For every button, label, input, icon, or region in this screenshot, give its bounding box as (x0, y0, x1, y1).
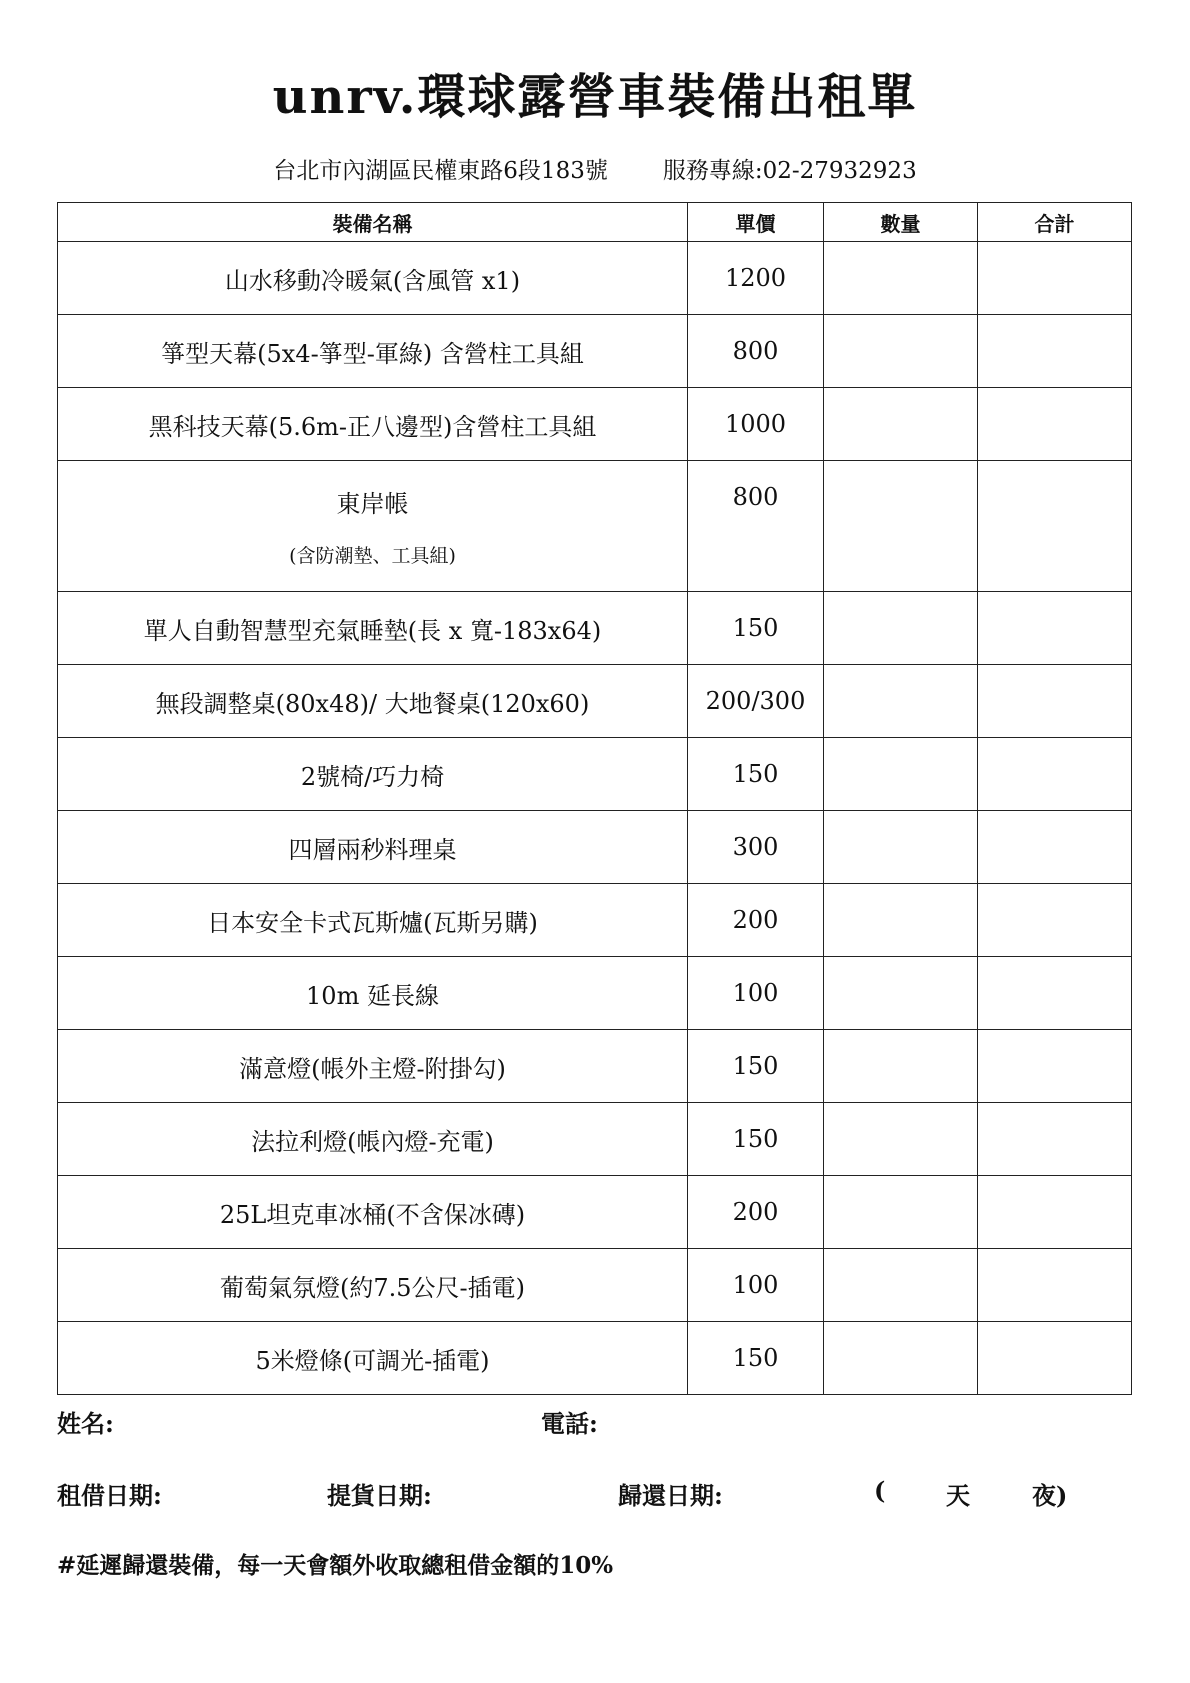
total-cell[interactable] (978, 884, 1132, 957)
item-name: 山水移動冷暖氣(含風管 x1) (224, 266, 521, 295)
table-row (58, 388, 1132, 461)
total-cell[interactable] (978, 592, 1132, 665)
item-name: 黑科技天幕(5.6m-正八邊型)含營柱工具組 (148, 412, 597, 441)
item-name-cell (58, 665, 688, 738)
quantity-cell[interactable] (824, 1030, 978, 1103)
total-cell[interactable] (978, 315, 1132, 388)
quantity-cell[interactable] (824, 592, 978, 665)
unit-price-cell: 200 (688, 1176, 824, 1249)
header-unit-price: 單價 (688, 203, 824, 242)
total-cell[interactable] (978, 665, 1132, 738)
table-header-row (58, 203, 1132, 242)
item-name-cell (58, 388, 688, 461)
table-row (58, 665, 1132, 738)
item-name-cell (58, 1176, 688, 1249)
total-cell[interactable] (978, 242, 1132, 315)
total-cell[interactable] (978, 1103, 1132, 1176)
item-name-cell (58, 957, 688, 1030)
total-cell[interactable] (978, 1322, 1132, 1395)
item-name-cell (58, 1249, 688, 1322)
phone-label: 電話: (541, 1409, 598, 1438)
unit-price-cell: 200/300 (688, 665, 824, 738)
total-cell[interactable] (978, 1249, 1132, 1322)
header-quantity: 數量 (824, 203, 978, 242)
item-name: 東岸帳 (336, 490, 409, 518)
unit-price-cell: 150 (688, 1030, 824, 1103)
unit-price-cell: 1000 (688, 388, 824, 461)
quantity-cell[interactable] (824, 665, 978, 738)
unit-price-cell: 1200 (688, 242, 824, 315)
item-name-cell (58, 1030, 688, 1103)
unit-price-cell: 800 (688, 461, 824, 592)
table-body (58, 242, 1132, 1395)
table-row (58, 1103, 1132, 1176)
quantity-cell[interactable] (824, 461, 978, 592)
table-row (58, 242, 1132, 315)
table-row (58, 1176, 1132, 1249)
item-name-cell (58, 738, 688, 811)
header-total: 合計 (978, 203, 1132, 242)
quantity-cell[interactable] (824, 884, 978, 957)
pickup-date-label: 提貨日期: (327, 1481, 432, 1510)
return-date-label: 歸還日期: (618, 1481, 723, 1510)
nights-label: 夜) (1032, 1481, 1068, 1510)
total-cell[interactable] (978, 388, 1132, 461)
total-cell[interactable] (978, 738, 1132, 811)
item-name-cell (58, 461, 688, 592)
item-name: 葡萄氣氛燈(約7.5公尺-插電) (219, 1273, 525, 1302)
item-name: 25L坦克車冰桶(不含保冰磚) (219, 1200, 526, 1229)
address: 台北市內湖區民權東路6段183號 (273, 158, 608, 184)
item-name: 日本安全卡式瓦斯爐(瓦斯另購) (207, 908, 538, 937)
quantity-cell[interactable] (824, 1322, 978, 1395)
unit-price-cell: 150 (688, 1322, 824, 1395)
table-row (58, 738, 1132, 811)
item-subtitle: (含防潮墊、工具組) (289, 545, 456, 567)
item-name: 2號椅/巧力椅 (300, 762, 445, 791)
unit-price-cell: 150 (688, 1103, 824, 1176)
quantity-cell[interactable] (824, 811, 978, 884)
item-name: 箏型天幕(5x4-箏型-軍綠) 含營柱工具組 (161, 339, 584, 368)
table-row (58, 592, 1132, 665)
total-cell[interactable] (978, 1030, 1132, 1103)
unit-price-cell: 800 (688, 315, 824, 388)
unit-price-cell: 200 (688, 884, 824, 957)
quantity-cell[interactable] (824, 1103, 978, 1176)
item-name-cell (58, 884, 688, 957)
item-name: 10m 延長線 (306, 981, 439, 1010)
quantity-cell[interactable] (824, 315, 978, 388)
name-label: 姓名: (57, 1409, 114, 1438)
item-name-cell (58, 242, 688, 315)
hotline: 服務專線:02-27932923 (662, 158, 917, 184)
rent-date-label: 租借日期: (57, 1481, 162, 1510)
item-name: 四層兩秒料理桌 (288, 835, 457, 864)
item-name: 法拉利燈(帳內燈-充電) (251, 1127, 494, 1156)
unit-price-cell: 100 (688, 957, 824, 1030)
quantity-cell[interactable] (824, 388, 978, 461)
item-name-cell (58, 315, 688, 388)
table-row (58, 461, 1132, 592)
quantity-cell[interactable] (824, 1249, 978, 1322)
table-row (58, 1249, 1132, 1322)
table-row (58, 1030, 1132, 1103)
total-cell[interactable] (978, 1176, 1132, 1249)
duration-open-paren: ( (874, 1476, 886, 1505)
item-name: 無段調整桌(80x48)/ 大地餐桌(120x60) (155, 689, 590, 718)
item-name-cell (58, 1322, 688, 1395)
unit-price-cell: 150 (688, 592, 824, 665)
contact-line (0, 152, 1190, 185)
table-row (58, 1322, 1132, 1395)
item-name: 5米燈條(可調光-插電) (255, 1346, 490, 1375)
days-label: 天 (946, 1481, 970, 1510)
quantity-cell[interactable] (824, 242, 978, 315)
table-row (58, 957, 1132, 1030)
unit-price-cell: 300 (688, 811, 824, 884)
table-row (58, 315, 1132, 388)
page-title: unrv.環球露營車裝備出租單 (272, 69, 918, 125)
total-cell[interactable] (978, 957, 1132, 1030)
item-name: 滿意燈(帳外主燈-附掛勾) (239, 1054, 506, 1083)
item-name: 單人自動智慧型充氣睡墊(長 x 寬-183x64) (143, 616, 602, 645)
table-row (58, 811, 1132, 884)
rental-table (57, 202, 1132, 1395)
item-name-cell (58, 1103, 688, 1176)
quantity-cell[interactable] (824, 738, 978, 811)
unit-price-cell: 100 (688, 1249, 824, 1322)
item-name-cell (58, 811, 688, 884)
quantity-cell[interactable] (824, 957, 978, 1030)
header-item-name: 裝備名稱 (58, 203, 688, 242)
total-cell[interactable] (978, 461, 1132, 592)
item-name-cell (58, 592, 688, 665)
late-return-note: #延遲歸還裝備，每一天會額外收取總租借金額的10% (57, 1552, 614, 1579)
quantity-cell[interactable] (824, 1176, 978, 1249)
total-cell[interactable] (978, 811, 1132, 884)
unit-price-cell: 150 (688, 738, 824, 811)
table-row (58, 884, 1132, 957)
